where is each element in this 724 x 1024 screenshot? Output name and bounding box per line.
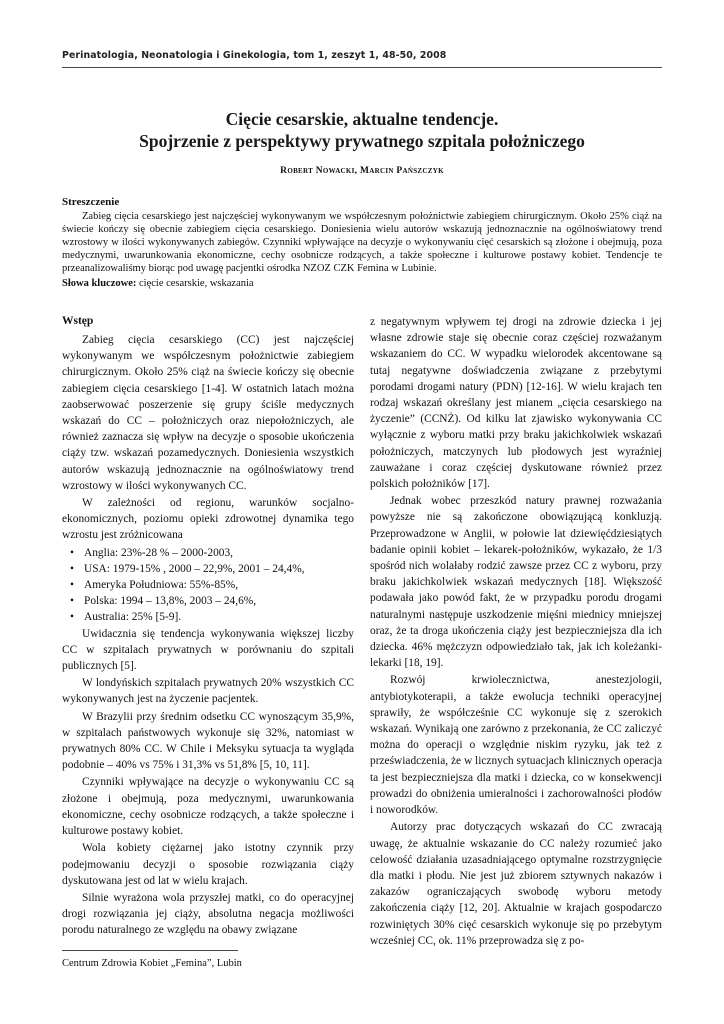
paragraph: Rozwój krwiolecznictwa, anestezjologii, antybiotykoterapii, a także ewolucja techniki operacyjnej sprawiły, że współcześnie CC wykonuje się z szerokich wskazań. Wynikają one zarówno z przekonania, że CC zaliczyć można do operacji o względnie niskim ryzyku, jak też z przeświadczenia, że w licznych sytuacjach klinicznych operacja ta jest bezpieczniejsza dla matki i dziecka, co w konsekwencji prowadzi do obniżenia umieralności i zachorowalności płodów i noworodków. (370, 674, 662, 817)
paragraph: W Brazylii przy średnim odsetku CC wynoszącym 35,9%, w szpitalach państwowych wykonuje się 32%, natomiast w prywatnych 80% CC. W Chile i Meksyku sytuacja ta wygląda podobnie – 40% vs 75% i 31,3% vs 51,8% [5, 10, 11]. (62, 710, 354, 772)
list-item (62, 609, 354, 625)
right-column (370, 314, 662, 950)
list-item (62, 593, 354, 609)
authors: Robert Nowacki, Marcin Pańszczyk (280, 166, 444, 176)
paragraph: Autorzy prac dotyczących wskazań do CC zwracają uwagę, że aktualnie wskazanie do CC należy rozumieć jako celowość działania uzasadniającego optymalne rozstrzygnięcie dla matki i płodu. Nie jest już zbiorem sztywnych nakazów i zakazów ograniczających swobodę wyboru metody zakończenia ciąży [12, 20]. Aktualnie w krajach gospodarczo rozwiniętych 30% cięć cesarskich wykonuje się po przebytym wcześniej CC, ok. 11% przeprowadza się z po- (370, 821, 662, 947)
bullet-icon: • (70, 579, 74, 592)
bullet-icon: • (70, 562, 74, 575)
article-title (62, 108, 662, 152)
list-item-text: USA: 1979-15% , 2000 – 22,9%, 2001 – 24,4%, (84, 562, 305, 575)
keywords (62, 277, 662, 290)
bullet-icon: • (70, 611, 74, 624)
title-line-2: Spojrzenie z perspektywy prywatnego szpitala położniczego (139, 131, 585, 151)
paragraph: Uwidacznia się tendencja wykonywania większej liczby CC w szpitalach prywatnych w porównaniu do szpitali publicznych [5]. (62, 627, 354, 673)
affiliation-footnote: Centrum Zdrowia Kobiet „Femina”, Lubin (62, 958, 242, 969)
paragraph: z negatywnym wpływem tej drogi na zdrowie dziecka i jej własne zdrowie staje się obecnie coraz częściej rozważanym wskazaniem do CC. W wypadku wielorodek akcentowane są tutaj negatywne doświadczenia związane z przebytymi porodami drogami natury (PDN) [12-16]. W wielu krajach ten rodzaj wskazań określany jest mianem „cięcia cesarskiego na życzenie” (CCNŻ). Od kilku lat zjawisko wykonywania CC wyłącznie z wyboru matki przy braku jakichkolwiek wskazań położniczych, matczynych lub płodowych jest wyraźniej zauważane i coraz częściej dyskutowane również przez polskich położników [17]. (370, 316, 662, 491)
abstract-heading: Streszczenie (62, 196, 120, 208)
footnote-rule (62, 950, 238, 951)
paragraph: Zabieg cięcia cesarskiego (CC) jest najczęściej wykonywanym we współczesnym położnictwie zabiegiem chirurgicznym. Około 25% ciąż na świecie kończy się obecnie zabiegiem cięcia cesarskiego [1-4]. W ostatnich latach można zaobserwować poszerzenie się grupy ściśle medycznych wskazań do CC – położniczych oraz niepołożniczych, ale również zaznacza się wpływ na decyzje o sposobie ukończenia ciąży tzw. wskazań pozamedycznych. Doniesienia wszystkich autorów wskazują jednoznacznie na ogólnoświatowy trend wzrostowy w ilości wykonywanych CC. (62, 334, 354, 492)
paragraph: Silnie wyrażona wola przyszłej matki, co do operacyjnej drogi rozwiązania jej ciąży, absolutna negacja możliwości porodu naturalnego ze względu na obawy związane (62, 891, 354, 937)
title-line-1: Cięcie cesarskie, aktualne tendencje. (225, 109, 499, 129)
paragraph: Wola kobiety ciężarnej jako istotny czynnik przy podejmowaniu decyzji o sposobie rozwiązania ciąży dyskutowana jest od lat w wielu krajach. (62, 842, 354, 887)
paragraph: W londyńskich szpitalach prywatnych 20% wszystkich CC wykonywanych jest na życzenie pacjentek. (62, 677, 354, 706)
bullet-icon: • (70, 546, 74, 559)
list-item-text: Australia: 25% [5-9]. (84, 611, 182, 624)
paragraph: Jednak wobec przeszkód natury prawnej rozważania powyższe nie są zakończone obowiązującą konkluzją. Przeprowadzone w Anglii, w połowie lat dziewięćdziesiątych badanie opinii kobiet – lekarek-położników, wykazało, że 1/3 spośród nich wolałaby rodzić zawsze przez CC z wyboru, przy braku jakichkolwiek wskazań medycznych [18]. Większość podawała jako powód fakt, że w przypadku porodu drogami naturalnymi następuje uszkodzenie mięśni miednicy mniejszej oraz, że ta droga ukończenia ciąży jest bezpieczniejsza dla ich dziecka. 46% mężczyzn odpowiedziało tak, jak ich koleżanki-lekarki [18, 19]. (370, 495, 662, 670)
keywords-label: Słowa kluczowe: (62, 278, 137, 289)
list-item (62, 545, 354, 561)
keywords-value: cięcie cesarskie, wskazania (139, 278, 254, 289)
abstract (62, 196, 662, 290)
list-item (62, 561, 354, 577)
bullet-icon: • (70, 595, 74, 608)
list-item-text: Polska: 1994 – 13,8%, 2003 – 24,6%, (84, 595, 257, 608)
list-item (62, 577, 354, 593)
running-head: Perinatologia, Neonatologia i Ginekologia, tom 1, zeszyt 1, 48-50, 2008 (62, 50, 447, 61)
statistics-list (62, 545, 354, 626)
list-item-text: Anglia: 23%-28 % – 2000-2003, (84, 546, 234, 559)
paragraph: Czynniki wpływające na decyzje o wykonywaniu CC są złożone i obejmują, poza medycznymi, uwarunkowania ekonomiczne, cechy osobnicze rodzących, a także społeczne i kulturowe postawy kobiet. (62, 776, 354, 838)
section-title-intro: Wstęp (62, 315, 94, 327)
left-column (62, 314, 354, 940)
header-rule (62, 67, 662, 68)
abstract-text: Zabieg cięcia cesarskiego jest najczęściej wykonywanym we współczesnym położnictwie zabiegiem chirurgicznym. Około 25% ciąż na świecie kończy się obecnie zabiegiem cięcia cesarskiego. Doniesienia wielu autorów wskazują jednoznacznie na ogólnoświatowy trend wzrostowy w ilości wykonywanych zabiegów. Czynniki wpływające na decyzje o wykonywaniu cięć cesarskich są złożone i obejmują, poza medycznymi, uwarunkowania ekonomiczne, cechy osobnicze rodzących, a także społeczne i kulturowe postawy kobiet. Tendencje te przeanalizowaliśmy biorąc pod uwagę pacjentki ośrodka NZOZ CZK Femina w Lubinie. (62, 211, 662, 274)
paragraph: W zależności od regionu, warunków socjalno-ekonomicznych, poziomu opieki zdrowotnej dynamika tego wzrostu jest zróżnicowana (62, 497, 354, 542)
list-item-text: Ameryka Południowa: 55%-85%, (84, 579, 239, 592)
